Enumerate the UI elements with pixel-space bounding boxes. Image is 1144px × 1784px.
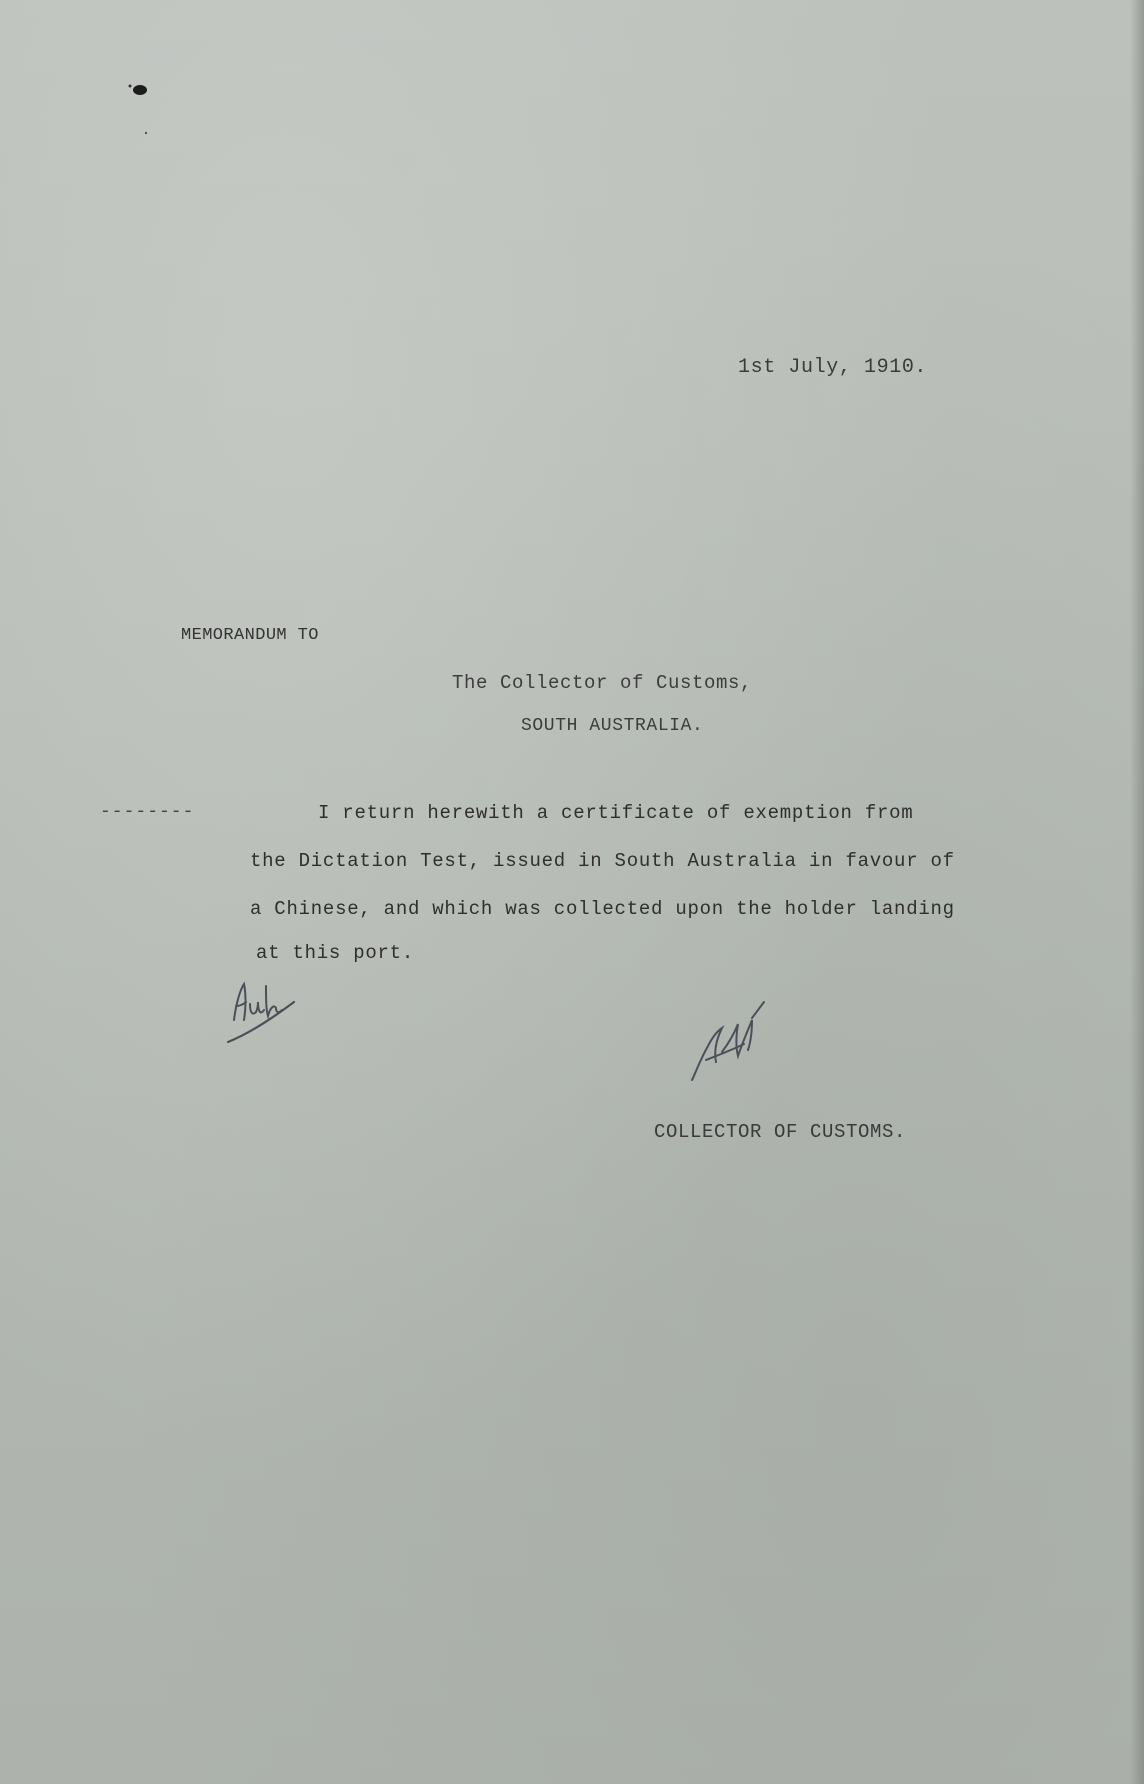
body-line-2: the Dictation Test, issued in South Australia in favour of [250, 850, 955, 872]
handwritten-initials-left [224, 976, 304, 1048]
body-line-4: at this port. [256, 942, 414, 964]
signoff-title: COLLECTOR OF CUSTOMS. [654, 1121, 907, 1143]
body-line-3: a Chinese, and which was collected upon the holder landing [250, 898, 955, 920]
ink-blot [118, 76, 154, 146]
handwritten-initials-right [686, 1000, 770, 1084]
memo-date: 1st July, 1910. [738, 356, 928, 379]
page-edge-shadow [1130, 0, 1144, 1784]
body-line-1: I return herewith a certificate of exemption from [318, 802, 914, 824]
memo-heading: MEMORANDUM TO [181, 626, 319, 645]
addressee-line-2: SOUTH AUSTRALIA. [521, 716, 704, 736]
addressee-line-1: The Collector of Customs, [452, 672, 753, 694]
separator-dashes: -------- [100, 802, 195, 822]
